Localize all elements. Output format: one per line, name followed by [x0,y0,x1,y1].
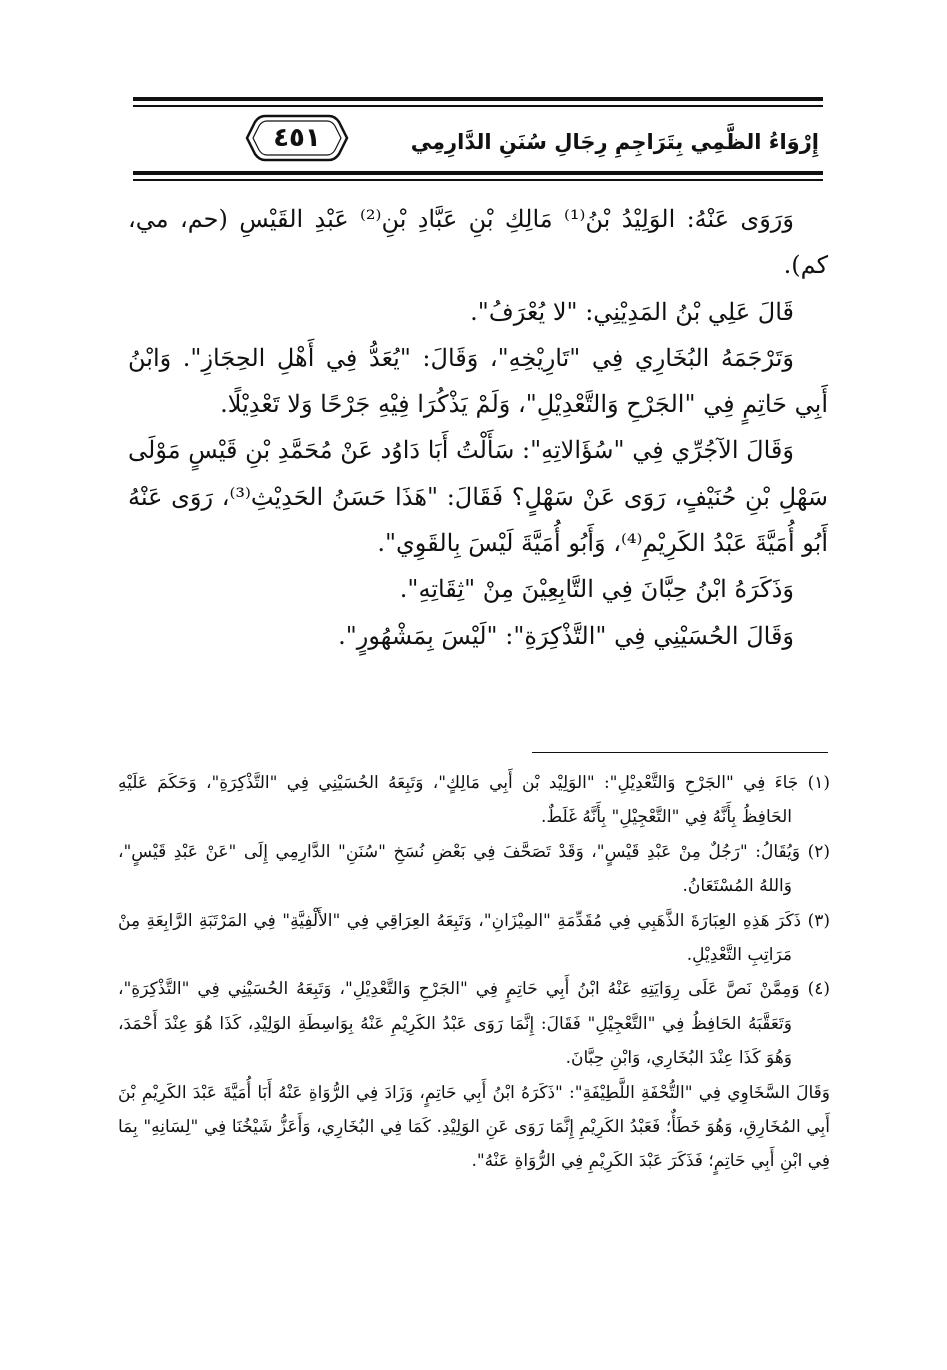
main-paragraph: وَتَرْجَمَهُ البُخَارِي فِي "تَارِيْخِهِ"، وَقَالَ: "يُعَدُّ فِي أَهْلِ الحِجَازِ". وَابْنُ أَبِي حَاتِمٍ فِي "الجَرْحِ وَالتَّعْدِيْلِ"، وَلَمْ يَذْكُرَا فِيْهِ جَرْحًا وَلا تَعْدِيْلًا. [128,343,828,419]
main-paragraph: وَذَكَرَهُ ابْنُ حِبَّانَ فِي التَّابِعِيْنَ مِنْ "ثِقَاتِهِ". [399,575,794,604]
main-text [128,196,828,659]
main-paragraph: وَقَالَ الآجُرِّي فِي "سُؤَالاتِهِ": سَأَلْتُ أَبَا دَاوُد عَنْ مُحَمَّدِ بْنِ قَيْسٍ مَوْلَى سَهْلِ بْنِ حُنَيْفٍ، رَوَى عَنْ سَهْلٍ؟ فَقَالَ: "هَذَا حَسَنُ الحَدِيْثِ⁽³⁾، رَوَى عَنْهُ أَبُو أُمَيَّةَ عَبْدُ الكَرِيْمِ⁽⁴⁾، وَأَبُو أُمَيَّةَ لَيْسَ بِالقَوِي". [128,436,828,558]
header-rule-top-thick [133,97,823,101]
footnote-item: (١) جَاءَ فِي "الجَرْحِ وَالتَّعْدِيْلِ": "الوَلِيْد بْن أَبِي مَالِكٍ"، وَتَبِعَهُ الحُسَيْنِي فِي "التَّذْكِرَةِ"، وَحَكَمَ عَلَيْهِ الحَافِظُ بِأَنَّهُ فِي "التَّعْجِيْلِ" بِأَنَّهُ غَلَطٌ. [118,773,830,828]
main-paragraph: وَقَالَ الحُسَيْنِي فِي "التَّذْكِرَةِ": "لَيْسَ بِمَشْهُورٍ". [338,621,794,650]
footnote-continuation: وَقَالَ السَّخَاوِي فِي "التُّحْفَةِ اللَّطِيْفَةِ": "ذَكَرَهُ ابْنُ أَبِي حَاتِمٍ، وَزَادَ فِي الرُّوَاةِ عَنْهُ أَبَا أُمَيَّةَ عَبْدَ الكَرِيْمِ بْنَ أَبِي المُخَارِقِ، وَهُوَ خَطَأٌ؛ فَعَبْدُ الكَرِيْمِ إِنَّمَا رَوَى عَنِ الوَلِيْدِ. كَمَا فِي البُخَارِي، وَأَعَزُّ شَيْخُنَا فِي "لِسَانِهِ" بِمَا فِي ابْنِ أَبِي حَاتِمٍ؛ فَذَكَرَ عَبْدَ الكَرِيْمِ فِي الرُّوَاةِ عَنْهُ". [118,1082,830,1172]
footnotes [118,766,830,1179]
header-rule-bottom-thick [133,171,823,175]
header-rule-top-thin [133,105,823,107]
running-title: إِرْوَاءُ الظَّمِي بِتَرَاجِمِ رِجَالِ سُنَنِ الدَّارِمِي [410,130,819,154]
main-paragraph: وَرَوَى عَنْهُ: الوَلِيْدُ بْنُ⁽¹⁾ مَالِكِ بْنِ عَبَّادِ بْنِ⁽²⁾ عَبْدِ القَيْسِ (حم، مي، كم). [128,205,828,280]
footnote-separator [532,752,828,753]
main-paragraph: قَالَ عَلِي بْنُ المَدِيْنِي: "لا يُعْرَفُ". [470,297,794,326]
footnote-item: (٢) وَيُقَالُ: "رَجُلٌ مِنْ عَبْدِ قَيْسٍ"، وَقَدْ تَصَحَّفَ فِي بَعْضِ نُسَخِ "سُنَنِ" الدَّارِمِي إِلَى "عَنْ عَبْدِ قَيْسٍ"، وَاللهُ المُسْتَعَانُ. [118,841,830,897]
page-number-frame [243,112,351,164]
header-rule-bottom-thin [133,179,823,181]
footnote-item: (٣) ذَكَرَ هَذِهِ العِبَارَةَ الذَّهَبِي فِي مُقَدِّمَةِ "المِيْزَانِ"، وَتَبِعَهُ العِرَاقِي فِي "الأَلْفِيَّةِ" فِي المَرْتَبَةِ الرَّابِعَةِ مِنْ مَرَاتِبِ التَّعْدِيْلِ. [118,910,830,966]
page-number: ٤٥١ [273,123,321,153]
footnote-item: (٤) وَمِمَّنْ نَصَّ عَلَى رِوَايَتِهِ عَنْهُ ابْنُ أَبِي حَاتِمٍ فِي "الجَرْحِ وَالتَّعْدِيْلِ"، وَتَبِعَهُ الحُسَيْنِي فِي "التَّذْكِرَةِ"، وَتَعَقَّبَهُ الحَافِظُ فِي "التَّعْجِيْلِ" فَقَالَ: إِنَّمَا رَوَى عَبْدُ الكَرِيْمِ عَنْهُ بِوَاسِطَةِ الوَلِيْدِ، كَذَا هُوَ عِنْدَ أَحْمَدَ، وَهُوَ كَذَا عِنْدَ البُخَارِي، وَابْنِ حِبَّانَ. [118,979,830,1069]
